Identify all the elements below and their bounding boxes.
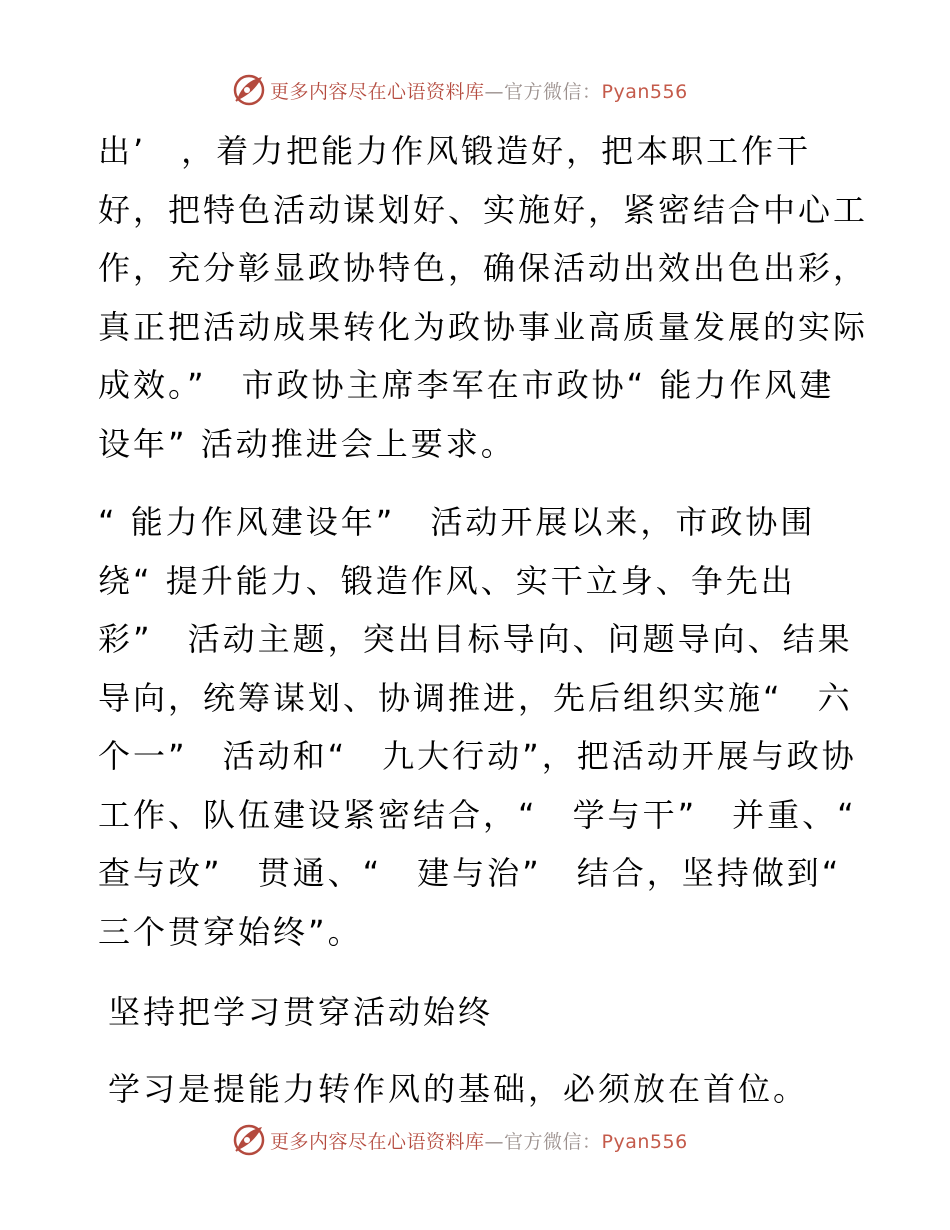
paragraph-3: [98, 1060, 858, 1119]
footer-banner: [232, 1122, 688, 1158]
paragraph-line: 真正把活动成果转化为政协事业高质量发展的实际: [98, 307, 869, 346]
banner-separator: —: [484, 80, 505, 103]
banner-text: [270, 77, 688, 104]
banner-site-text: 更多内容尽在心语资料库: [270, 80, 485, 103]
paragraph-line: 好，把特色活动谋划好、实施好，紧密结合中心工: [98, 190, 869, 229]
paragraph-line: 作，充分彰显政协特色，确保活动出效出色出彩，: [98, 249, 869, 287]
paragraph-line: 导向，统筹谋划、协调推进，先后组织实施“ 六: [98, 678, 853, 717]
banner-site-text: 更多内容尽在心语资料库: [270, 1130, 485, 1153]
paragraph-line: 彩” 活动主题，突出目标导向、问题导向、结果: [98, 620, 853, 658]
section-heading: [98, 983, 858, 1042]
header-banner: [232, 72, 688, 108]
document-body: [98, 122, 869, 1118]
paragraph-line: 成效。” 市政协主席李军在市政协“ 能力作风建: [98, 366, 835, 404]
paragraph-line: 出’ ，着力把能力作风锻造好，把本职工作干: [98, 132, 812, 170]
paragraph-line: “ 能力作风建设年” 活动开展以来，市政协围: [98, 503, 816, 541]
banner-account: Pyan556: [601, 1130, 688, 1153]
banner-wechat-label: 官方微信：: [504, 80, 602, 103]
paragraph-line: 查与改” 贯通、“ 建与治” 结合，坚持做到“: [98, 854, 842, 892]
banner-text: [270, 1127, 688, 1154]
paragraph-line: 学习是提能力转作风的基础，必须放在首位。: [108, 1069, 809, 1108]
paragraph-2: [98, 493, 858, 961]
paragraph-line: 个一” 活动和“ 九大行动”，把活动开展与政协: [98, 737, 857, 775]
banner-account: Pyan556: [601, 80, 688, 103]
pen-nib-logo-icon: [232, 1123, 266, 1157]
paragraph-line: 三个贯穿始终”。: [98, 912, 363, 951]
banner-separator: —: [484, 1130, 505, 1153]
heading-text: 坚持把学习贯穿活动始终: [108, 993, 494, 1031]
banner-wechat-label: 官方微信：: [504, 1130, 602, 1153]
paragraph-line: 设年” 活动推进会上要求。: [98, 424, 516, 463]
pen-nib-logo-icon: [232, 73, 266, 107]
paragraph-line: 工作、队伍建设紧密结合，“ 学与干” 并重、“: [98, 795, 857, 834]
paragraph-line: 绕“ 提升能力、锻造作风、实干立身、争先出: [98, 561, 796, 600]
paragraph-1: [98, 122, 869, 473]
